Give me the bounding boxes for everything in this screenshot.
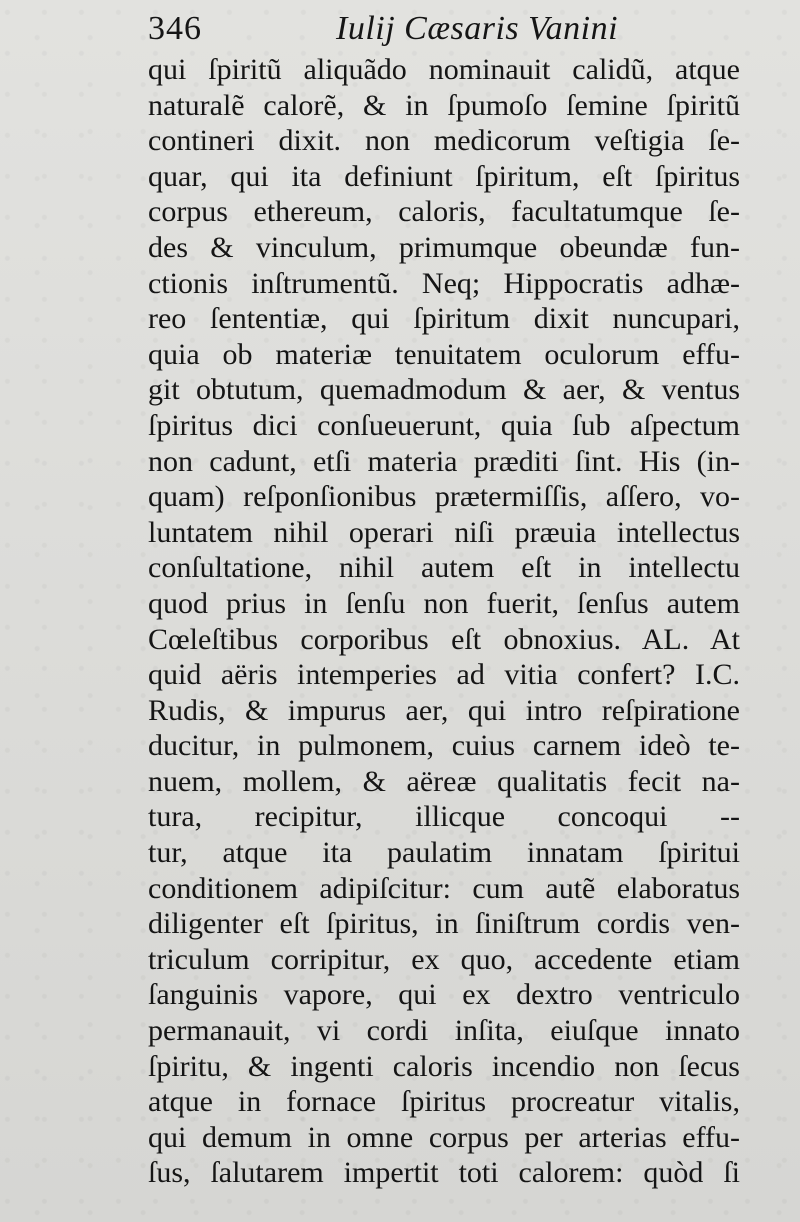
text-line: ſus, ſalutarem impertit toti calorem: quòd ſi (148, 1156, 740, 1190)
text-line: ſpiritus dici conſueuerunt, quia ſub aſpectum (148, 408, 740, 442)
running-title: Iulij Cæsaris Vanini (336, 10, 619, 47)
text-line: quar, qui ita definiunt ſpiritum, eſt ſpiritus (148, 159, 740, 193)
text-line: qui demum in omne corpus per arterias effu- (148, 1120, 740, 1154)
text-line: naturalẽ calorẽ, & in ſpumoſo ſemine ſpiritũ (148, 88, 740, 122)
text-line: ſanguinis vapore, qui ex dextro ventriculo (148, 978, 740, 1012)
text-line: corpus ethereum, caloris, facultatumque ſe- (148, 195, 740, 229)
text-line: git obtutum, quemadmodum & aer, & ventus (148, 373, 740, 407)
page-header (0, 8, 800, 52)
text-line: quia ob materiæ tenuitatem oculorum effu- (148, 337, 740, 371)
text-line: tur, atque ita paulatim innatam ſpiritui (148, 836, 740, 870)
text-line: Cœleſtibus corporibus eſt obnoxius. AL. At (148, 622, 740, 656)
text-line: Rudis, & impurus aer, qui intro reſpiratione (148, 693, 740, 727)
page-number: 346 (148, 10, 202, 47)
text-line: luntatem nihil operari niſi præuia intellectus (148, 515, 740, 549)
text-line: tura, recipitur, illicque concoqui -- (148, 800, 740, 834)
text-line: qui ſpiritũ aliquãdo nominauit calidũ, atque (148, 53, 740, 86)
text-line: atque in fornace ſpiritus procreatur vitalis, (148, 1085, 740, 1119)
text-line: conſultatione, nihil autem eſt in intellectu (148, 551, 740, 585)
text-line: diligenter eſt ſpiritus, in ſiniſtrum cordis ven- (148, 907, 740, 941)
text-line: ducitur, in pulmonem, cuius carnem ideò te- (148, 729, 740, 763)
text-line: non cadunt, etſi materia præditi ſint. His (in- (148, 444, 740, 478)
text-line: permanauit, vi cordi inſita, eiuſque innato (148, 1014, 740, 1048)
text-line: quid aëris intemperies ad vitia confert? I.C. (148, 658, 740, 692)
text-line: conditionem adipiſcitur: cum autẽ elaboratus (148, 871, 740, 905)
body-text (148, 52, 740, 1191)
text-line: reo ſententiæ, qui ſpiritum dixit nuncupari, (148, 302, 740, 336)
text-line: des & vinculum, primumque obeundæ fun- (148, 230, 740, 264)
text-line: nuem, mollem, & aëreæ qualitatis fecit na- (148, 764, 740, 798)
text-line: quod prius in ſenſu non fuerit, ſenſus autem (148, 586, 740, 620)
text-line: ctionis inſtrumentũ. Neq; Hippocratis adhæ- (148, 266, 740, 300)
text-line: contineri dixit. non medicorum veſtigia ſe- (148, 124, 740, 158)
text-line: triculum corripitur, ex quo, accedente etiam (148, 942, 740, 976)
text-line: quam) reſponſionibus prætermiſſis, aſſero, vo- (148, 480, 740, 514)
text-line: ſpiritu, & ingenti caloris incendio non ſecus (148, 1049, 740, 1083)
